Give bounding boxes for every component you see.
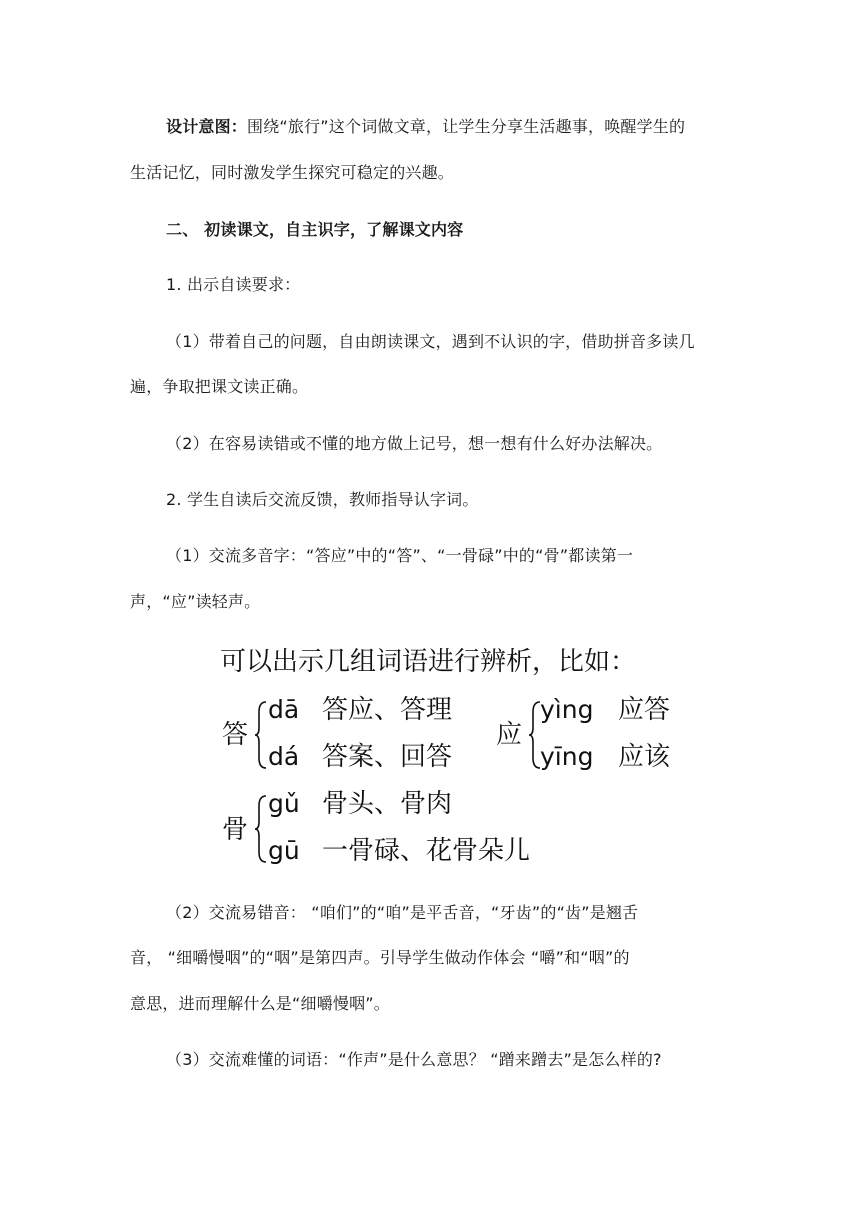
- list-item-2-2-line-1: （2）交流易错音： “咱们”的“咱”是平舌音，“牙齿”的“齿”是翘舌: [166, 903, 639, 922]
- figure-char-ying: 应: [496, 720, 523, 750]
- brace-icon: [254, 794, 268, 864]
- words-ying1: 应答: [618, 695, 671, 725]
- list-item-2-1-line-1: （1）交流多音字：“答应”中的“答”、“一骨碌”中的“骨”都读第一: [166, 546, 634, 565]
- list-item-2: 2. 学生自读后交流反馈，教师指导认字词。: [166, 490, 479, 509]
- pinyin-gu1: gǔ: [268, 789, 300, 818]
- list-item-1: 1. 出示自读要求：: [166, 275, 301, 294]
- pronunciation-figure: [218, 645, 688, 870]
- list-item-1-1-line-1: （1）带着自己的问题，自由朗读课文，遇到不认识的字，借助拼音多读几: [166, 332, 695, 351]
- list-item-1-1-line-2: 遍，争取把课文读正确。: [130, 377, 309, 396]
- design-intent-text: 围绕“旅行”这个词做文章，让学生分享生活趣事，唤醒学生的: [247, 117, 686, 136]
- words-ying2: 应该: [618, 742, 671, 772]
- pinyin-ying2: yīng: [540, 742, 594, 771]
- pinyin-da1: dā: [268, 695, 300, 724]
- design-intent-line-2: 生活记忆，同时激发学生探究可稳定的兴趣。: [130, 163, 455, 182]
- list-item-2-2-line-2: 音， “细嚼慢咽”的“咽”是第四声。引导学生做动作体会 “嚼”和“咽”的: [130, 948, 630, 967]
- words-gu1: 骨头、骨肉: [322, 789, 453, 819]
- list-item-2-3: （3）交流难懂的词语：“作声”是什么意思？ “蹭来蹭去”是怎么样的?: [166, 1050, 662, 1069]
- pinyin-da2: dá: [268, 742, 300, 771]
- figure-char-gu: 骨: [222, 815, 249, 845]
- words-da1: 答应、答理: [322, 695, 453, 725]
- list-item-1-2: （2）在容易读错或不懂的地方做上记号，想一想有什么好办法解决。: [166, 434, 663, 453]
- pinyin-ying1: yìng: [540, 695, 594, 724]
- words-da2: 答案、回答: [322, 742, 453, 772]
- figure-char-da: 答: [222, 720, 249, 750]
- pinyin-gu2: gū: [268, 836, 300, 865]
- section-heading: 二、 初读课文，自主识字，了解课文内容: [166, 220, 464, 239]
- figure-title: 可以出示几组词语进行辨析，比如：: [220, 647, 637, 677]
- list-item-2-2-line-3: 意思，进而理解什么是“细嚼慢咽”。: [130, 994, 390, 1013]
- words-gu2: 一骨碌、花骨朵儿: [322, 836, 531, 866]
- design-intent-label: 设计意图：: [166, 117, 248, 136]
- design-intent-line-1: [166, 117, 685, 137]
- list-item-2-1-line-2: 声，“应”读轻声。: [130, 592, 261, 611]
- brace-icon: [254, 700, 268, 770]
